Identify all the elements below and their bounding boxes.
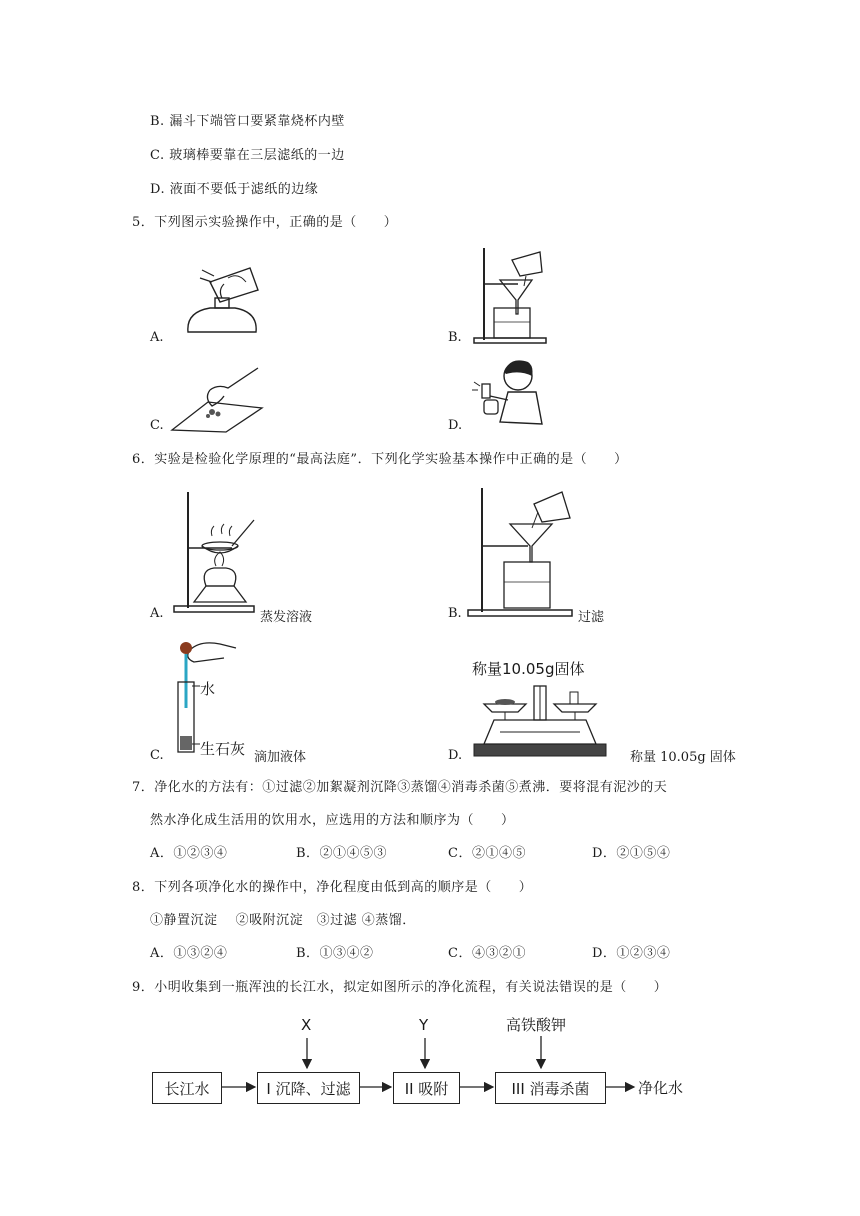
flow-box-yangtze-water: 长江水: [152, 1072, 222, 1104]
q7-option-d: D．②①⑤④: [592, 846, 671, 861]
q4-option-b: B. 漏斗下端管口要紧靠烧杯内壁: [150, 114, 345, 129]
q6-caption-c: 滴加液体: [254, 750, 307, 765]
q7-stem-line2: 然水净化成生活用的饮用水，应选用的方法和顺序为（ ）: [150, 813, 515, 828]
q6-stem: 6．实验是检验化学原理的“最高法庭”．下列化学实验基本操作中正确的是（ ）: [132, 452, 628, 467]
q6-figure-c-water-label: 水: [200, 680, 216, 698]
q5-label-c: C.: [150, 418, 164, 433]
q7-option-c: C．②①④⑤: [448, 846, 526, 861]
q8-items: ①静置沉淀 ②吸附沉淀 ③过滤 ④蒸馏．: [150, 913, 416, 928]
flow-input-potassium-ferrate: 高铁酸钾: [506, 1016, 567, 1034]
q9-stem: 9．小明收集到一瓶浑浊的长江水，拟定如图所示的净化流程，有关说法错误的是（ ）: [132, 980, 668, 995]
q8-stem: 8．下列各项净化水的操作中，净化程度由低到高的顺序是（ ）: [132, 880, 533, 895]
q8-option-b: B．①③④②: [296, 946, 374, 961]
q6-figure-c-lime-label: 生石灰: [200, 740, 246, 758]
q6-caption-a: 蒸发溶液: [260, 610, 313, 625]
flow-input-x: X: [301, 1016, 312, 1034]
q7-option-b: B．②①④⑤③: [296, 846, 388, 861]
q7-option-a: A．①②③④: [150, 846, 228, 861]
q6-figure-d-label: 称量10.05g固体: [472, 660, 585, 678]
q6-caption-d: 称量 10.05g 固体: [630, 750, 736, 765]
q5-stem: 5．下列图示实验操作中，正确的是（ ）: [132, 215, 398, 230]
q4-option-d: D. 液面不要低于滤纸的边缘: [150, 182, 319, 197]
q6-label-c: C.: [150, 748, 164, 763]
flow-output-purified-water: 净化水: [638, 1079, 684, 1097]
q7-stem-line1: 7．净化水的方法有：①过滤②加絮凝剂沉降③蒸馏④消毒杀菌⑤煮沸．要将混有泥沙的天: [132, 780, 668, 795]
q5-label-a: A.: [150, 330, 164, 345]
q5-label-b: B.: [448, 330, 462, 345]
q4-option-c: C. 玻璃棒要靠在三层滤纸的一边: [150, 148, 345, 163]
q5-label-d: D.: [448, 418, 463, 433]
q6-label-d: D.: [448, 748, 463, 763]
q8-option-a: A．①③②④: [150, 946, 228, 961]
flow-input-y: Y: [419, 1016, 429, 1034]
q8-option-c: C．④③②①: [448, 946, 526, 961]
flow-box-adsorption: II 吸附: [393, 1072, 460, 1104]
flow-box-sedimentation-filtration: I 沉降、过滤: [257, 1072, 360, 1104]
q8-option-d: D．①②③④: [592, 946, 671, 961]
q6-label-a: A.: [150, 606, 164, 621]
flow-box-disinfection: III 消毒杀菌: [495, 1072, 606, 1104]
q6-caption-b: 过滤: [578, 610, 605, 625]
q6-label-b: B.: [448, 606, 462, 621]
